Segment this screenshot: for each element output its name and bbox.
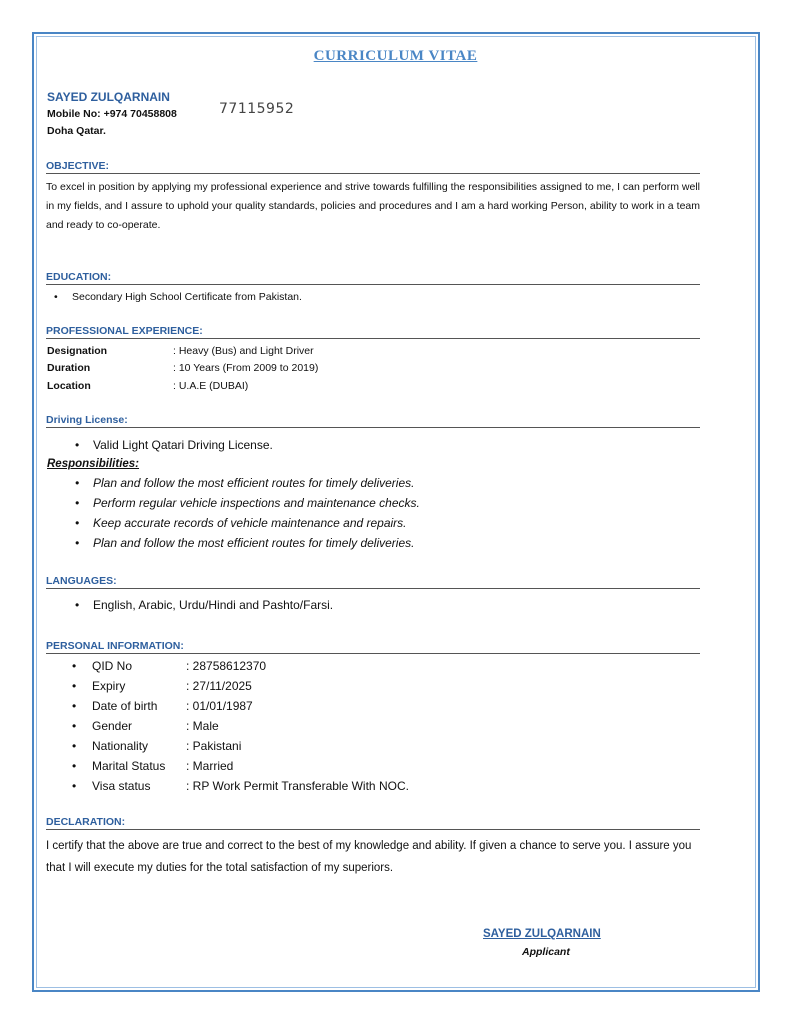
personal-row xyxy=(92,759,233,773)
handwritten-number: 77115952 xyxy=(219,101,295,117)
experience-heading: PROFESSIONAL EXPERIENCE: xyxy=(46,325,700,339)
document-title: CURRICULUM VITAE xyxy=(313,48,478,64)
personal-label: Marital Status xyxy=(92,759,166,773)
experience-row xyxy=(47,380,248,392)
personal-row xyxy=(92,719,219,733)
license-item: • Valid Light Qatari Driving License. xyxy=(93,438,273,452)
experience-value: : U.A.E (DUBAI) xyxy=(173,380,249,392)
responsibility-item: • Perform regular vehicle inspections and maintenance checks. xyxy=(93,496,420,510)
responsibilities-heading: Responsibilities: xyxy=(47,458,140,470)
applicant-name: SAYED ZULQARNAIN xyxy=(47,90,170,104)
languages-heading: LANGUAGES: xyxy=(46,575,700,589)
personal-value: : Male xyxy=(186,719,219,733)
personal-value: : 01/01/1987 xyxy=(186,699,253,713)
experience-label: Designation xyxy=(47,345,108,357)
experience-row xyxy=(47,362,318,374)
personal-label: Gender xyxy=(92,719,133,733)
personal-row xyxy=(92,779,409,793)
signature-name: SAYED ZULQARNAIN xyxy=(483,928,601,940)
personal-row xyxy=(92,679,252,693)
education-item: • Secondary High School Certificate from Pakistan. xyxy=(72,291,302,303)
responsibility-item: • Plan and follow the most efficient routes for timely deliveries. xyxy=(93,536,414,550)
license-heading: Driving License: xyxy=(46,414,700,428)
personal-heading: PERSONAL INFORMATION: xyxy=(46,640,700,654)
responsibility-item: • Plan and follow the most efficient routes for timely deliveries. xyxy=(93,476,414,490)
experience-value: : Heavy (Bus) and Light Driver xyxy=(173,345,314,357)
personal-value: : Pakistani xyxy=(186,739,242,753)
language-item: • English, Arabic, Urdu/Hindi and Pashto/Farsi. xyxy=(93,598,333,612)
objective-heading: OBJECTIVE: xyxy=(46,160,700,174)
personal-row xyxy=(92,699,253,713)
experience-row xyxy=(47,345,314,357)
signature-role: Applicant xyxy=(522,946,570,958)
personal-label: Nationality xyxy=(92,739,149,753)
objective-text: To excel in position by applying my professional experience and strive towards fulfilling the responsibilities assigned to me, I can perform well in my fields, and I assure to uphold your quality standards, policies and procedures and I am a hard working Person, ability to work in a team and ready to co-operate. xyxy=(46,181,700,231)
declaration-text: I certify that the above are true and correct to the best of my knowledge and ability. If given a chance to serve you. I assure you that I will execute my duties for the total satisfaction of my superiors. xyxy=(46,840,692,874)
personal-value: : 27/11/2025 xyxy=(186,679,252,693)
declaration-heading: DECLARATION: xyxy=(46,816,700,830)
experience-label: Duration xyxy=(47,362,91,374)
education-heading: EDUCATION: xyxy=(46,271,700,285)
personal-label: Date of birth xyxy=(92,699,158,713)
personal-row xyxy=(92,659,266,673)
personal-label: Visa status xyxy=(92,779,151,793)
city: Doha Qatar. xyxy=(47,125,106,137)
personal-label: QID No xyxy=(92,659,133,673)
personal-value: : RP Work Permit Transferable With NOC. xyxy=(186,779,409,793)
personal-value: : Married xyxy=(186,759,234,773)
mobile-number: Mobile No: +974 70458808 xyxy=(47,108,177,120)
personal-label: Expiry xyxy=(92,679,126,693)
personal-value: : 28758612370 xyxy=(186,659,267,673)
experience-value: : 10 Years (From 2009 to 2019) xyxy=(173,362,319,374)
experience-label: Location xyxy=(47,380,91,392)
responsibility-item: • Keep accurate records of vehicle maintenance and repairs. xyxy=(93,516,407,530)
personal-row xyxy=(92,739,241,753)
